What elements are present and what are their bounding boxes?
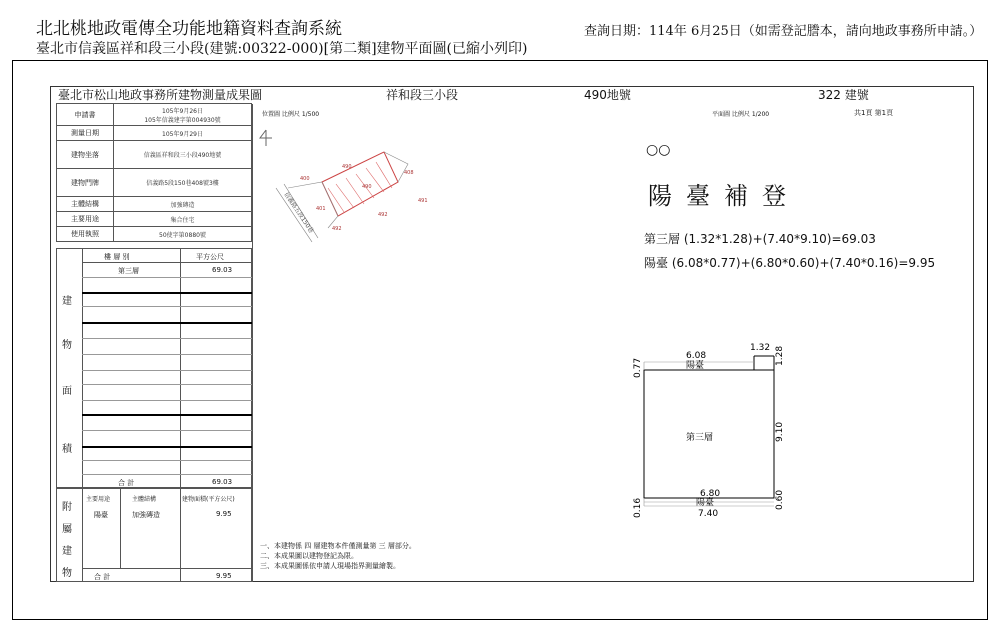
balcony-top-label: 陽臺 <box>686 361 705 371</box>
map-label: 490 <box>362 184 372 190</box>
area-row-line <box>82 430 252 431</box>
note-line: 二、本成果圖以建物登記為限。 <box>260 552 358 560</box>
dim-910: 9.10 <box>775 421 785 442</box>
label-permit: 使用執照 <box>57 227 114 242</box>
dim-016: 0.16 <box>633 497 643 518</box>
area-row-line <box>82 446 252 448</box>
column-divider <box>252 104 253 582</box>
floor-header: 樓 層 別 <box>104 253 130 261</box>
dim-060: 0.60 <box>775 489 785 510</box>
label-structure: 主體結構 <box>57 197 114 212</box>
annex-total-value: 9.95 <box>216 572 232 580</box>
floor-name: 第三層 <box>118 267 139 275</box>
building-number: 322 建號 <box>818 88 869 102</box>
area-row-line <box>82 338 252 339</box>
annex-total-label: 合 計 <box>94 573 111 581</box>
floor-plan-drawing <box>626 338 796 528</box>
area-row-line <box>82 460 252 461</box>
area-row-line <box>82 414 252 416</box>
floor-area: 69.03 <box>212 266 233 274</box>
map-label: 490 <box>342 164 352 170</box>
vertical-label: 積 <box>62 444 72 455</box>
value-application: 105年9月26日 105年信義建字第004930號 <box>114 104 252 126</box>
system-title: 北北桃地政電傳全功能地籍資料查詢系統 <box>36 19 342 39</box>
area-row-line <box>82 292 252 294</box>
north-arrow-icon <box>260 130 272 146</box>
annex-col-line <box>120 488 121 568</box>
dim-077: 0.77 <box>633 357 643 378</box>
annex-vertical: 屬 <box>62 524 72 535</box>
total-value: 69.03 <box>212 478 233 486</box>
area-row-line <box>82 370 252 371</box>
area-col-line <box>82 248 83 488</box>
balcony-bottom-label: 陽臺 <box>696 498 715 508</box>
annex-header-use: 主要用途 <box>86 496 111 503</box>
label-location: 建物坐落 <box>57 141 114 169</box>
site-location-map <box>258 118 458 248</box>
note-line: 一、本建物係 四 層建物本件僅測量第 三 層部分。 <box>260 542 416 550</box>
map-label: 400 <box>300 176 310 182</box>
area-calc-balcony: 陽臺 (6.08*0.77)+(6.80*0.60)+(7.40*0.16)=9.95 <box>644 256 936 270</box>
area-row-line <box>82 322 252 324</box>
query-date: 查詢日期：114年 6月25日（如需登記謄本，請向地政事務所申請。） <box>584 24 983 39</box>
office-title: 臺北市松山地政事務所建物測量成果圖 <box>58 88 263 102</box>
dim-128: 1.28 <box>775 345 785 366</box>
area-col-line <box>180 248 181 488</box>
area-table <box>56 248 252 488</box>
label-survey-date: 測量日期 <box>57 126 114 141</box>
vertical-label: 面 <box>62 386 72 397</box>
lot-number: 490地號 <box>584 88 631 102</box>
vertical-label: 物 <box>62 340 72 351</box>
value-structure: 加強磚造 <box>114 197 252 212</box>
dim-132: 1.32 <box>750 343 771 353</box>
area-row-line <box>82 474 252 475</box>
annex-structure: 加強磚造 <box>132 511 160 519</box>
annex-vertical: 附 <box>62 502 72 513</box>
label-application: 申請書 <box>57 104 114 126</box>
map-label: 491 <box>418 198 428 204</box>
plan-heading: 陽臺補登 <box>648 182 800 210</box>
total-label: 合 計 <box>118 479 135 487</box>
annex-use: 陽臺 <box>94 511 108 519</box>
dim-608: 6.08 <box>686 351 707 361</box>
dim-740: 7.40 <box>698 509 719 519</box>
room-label: 第三層 <box>686 433 714 443</box>
map-label: 401 <box>316 206 326 212</box>
road-name: 信義路五段150巷 <box>282 191 315 235</box>
annex-area: 9.95 <box>216 510 232 518</box>
building-info-table <box>56 103 252 242</box>
area-row-line <box>82 277 252 278</box>
label-address: 建物門牌 <box>57 169 114 197</box>
value-use: 集合住宅 <box>114 212 252 227</box>
vertical-label: 建 <box>62 296 72 307</box>
value-address: 信義路5段150巷408號3樓 <box>114 169 252 197</box>
section-name: 祥和段三小段 <box>386 88 459 102</box>
annex-row-line <box>82 568 252 569</box>
value-survey-date: 105年9月29日 <box>114 126 252 141</box>
annex-header-area: 建物面積(平方公尺) <box>182 496 235 503</box>
map-label: 492 <box>378 212 388 218</box>
area-calc-floor: 第三層 (1.32*1.28)+(7.40*9.10)=69.03 <box>644 232 876 246</box>
page-indicator: 共1頁 第1頁 <box>854 109 894 117</box>
row-line <box>82 262 252 263</box>
annex-vertical: 物 <box>62 568 72 579</box>
annex-vertical: 建 <box>62 546 72 557</box>
value-location: 信義區祥和段三小段490地號 <box>114 141 252 169</box>
label-use: 主要用途 <box>57 212 114 227</box>
area-row-line <box>82 384 252 385</box>
annex-header-structure: 主體結構 <box>132 496 157 503</box>
area-unit-header: 平方公尺 <box>196 253 224 261</box>
area-row-line <box>82 306 252 307</box>
map-label: 492 <box>332 226 342 232</box>
value-permit: 50使字第0880號 <box>114 227 252 242</box>
plan-scale: 平面圖 比例尺 1/200 <box>712 111 770 118</box>
dim-680: 6.80 <box>700 489 721 499</box>
map-label: 408 <box>404 170 414 176</box>
area-row-line <box>82 354 252 355</box>
area-row-line <box>82 400 252 401</box>
document-subtitle: 臺北市信義區祥和段三小段(建號:00322-000)[第二類]建物平面圖(已縮小列印) <box>36 41 528 57</box>
position-scale: 位置圖 比例尺 1/500 <box>262 111 320 118</box>
marker-symbol: ○○ <box>646 142 671 158</box>
note-line: 三、本成果圖係依申請人現場指界測量繪製。 <box>260 562 400 570</box>
